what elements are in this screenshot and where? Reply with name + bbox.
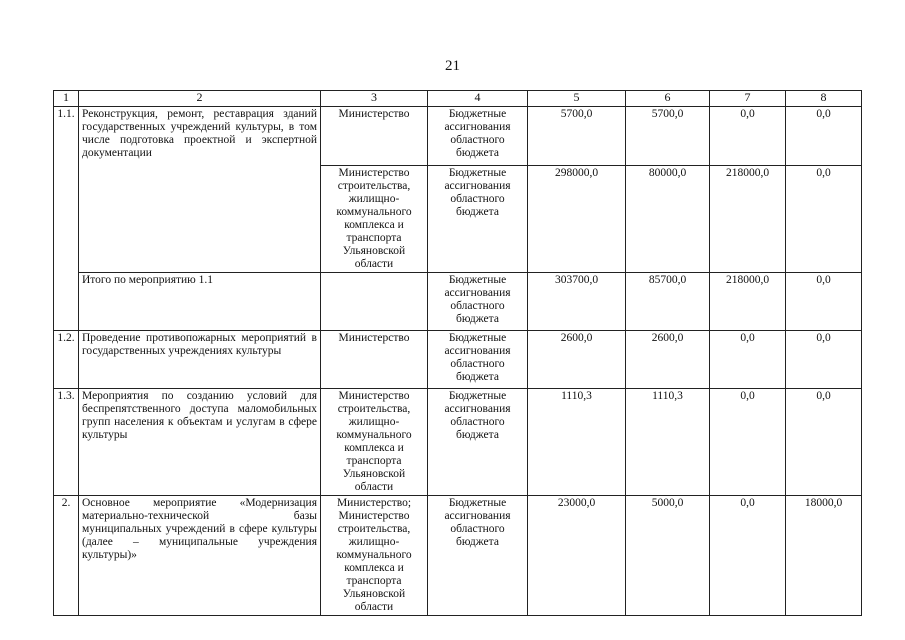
value-col6: 85700,0 — [626, 273, 710, 331]
value-col5: 2600,0 — [528, 331, 626, 389]
item-number: 1.1. — [54, 107, 79, 331]
activity-name: Мероприятия по созданию условий для беспрепятственного доступа маломобильных групп населения к объектам и услугам в сфере культуры — [79, 389, 321, 496]
value-col6: 80000,0 — [626, 166, 710, 273]
table-row — [54, 496, 862, 616]
value-col6: 5000,0 — [626, 496, 710, 616]
column-number-row — [54, 91, 862, 107]
funding-source-cell: Бюджетные ассигнования областного бюджета — [428, 166, 528, 273]
column-header: 5 — [528, 91, 626, 107]
executor-cell: Министерство строительства, жилищно-коммунального комплекса и транспорта Ульяновской области — [321, 166, 428, 273]
value-col5: 23000,0 — [528, 496, 626, 616]
value-col7: 218000,0 — [710, 166, 786, 273]
table-row — [54, 331, 862, 389]
executor-cell: Министерство — [321, 331, 428, 389]
column-header: 2 — [79, 91, 321, 107]
value-col8: 0,0 — [786, 273, 862, 331]
table-row — [54, 389, 862, 496]
value-col8: 18000,0 — [786, 496, 862, 616]
funding-source-cell: Бюджетные ассигнования областного бюджета — [428, 331, 528, 389]
executor-cell: Министерство — [321, 107, 428, 166]
value-col7: 0,0 — [710, 331, 786, 389]
activity-name: Основное мероприятие «Модернизация материально-технической базы муниципальных учреждений в сфере культуры (далее – муниципальные учреждения культуры)» — [79, 496, 321, 616]
page-number: 21 — [445, 58, 460, 74]
value-col5: 5700,0 — [528, 107, 626, 166]
column-header: 1 — [54, 91, 79, 107]
table-row-total — [54, 273, 862, 331]
executor-cell — [321, 273, 428, 331]
item-number: 1.3. — [54, 389, 79, 496]
activity-name: Итого по мероприятию 1.1 — [79, 273, 321, 331]
value-col5: 1110,3 — [528, 389, 626, 496]
value-col7: 0,0 — [710, 107, 786, 166]
funding-source-cell: Бюджетные ассигнования областного бюджета — [428, 273, 528, 331]
item-number: 2. — [54, 496, 79, 616]
value-col7: 0,0 — [710, 496, 786, 616]
column-header: 6 — [626, 91, 710, 107]
activity-name: Реконструкция, ремонт, реставрация зданий государственных учреждений культуры, в том числе подготовка проектной и экспертной документации — [79, 107, 321, 273]
value-col5: 298000,0 — [528, 166, 626, 273]
column-header: 3 — [321, 91, 428, 107]
column-header: 4 — [428, 91, 528, 107]
value-col5: 303700,0 — [528, 273, 626, 331]
value-col7: 0,0 — [710, 389, 786, 496]
value-col8: 0,0 — [786, 166, 862, 273]
executor-cell: Министерство; Министерство строительства, жилищно-коммунального комплекса и транспорта Ульяновской области — [321, 496, 428, 616]
column-header: 8 — [786, 91, 862, 107]
value-col6: 1110,3 — [626, 389, 710, 496]
value-col7: 218000,0 — [710, 273, 786, 331]
program-table — [53, 90, 862, 616]
value-col8: 0,0 — [786, 389, 862, 496]
value-col6: 5700,0 — [626, 107, 710, 166]
value-col6: 2600,0 — [626, 331, 710, 389]
value-col8: 0,0 — [786, 331, 862, 389]
value-col8: 0,0 — [786, 107, 862, 166]
executor-cell: Министерство строительства, жилищно-коммунального комплекса и транспорта Ульяновской области — [321, 389, 428, 496]
funding-source-cell: Бюджетные ассигнования областного бюджета — [428, 389, 528, 496]
table-row — [54, 107, 862, 166]
column-header: 7 — [710, 91, 786, 107]
activity-name: Проведение противопожарных мероприятий в государственных учреждениях культуры — [79, 331, 321, 389]
funding-source-cell: Бюджетные ассигнования областного бюджета — [428, 496, 528, 616]
item-number: 1.2. — [54, 331, 79, 389]
funding-source-cell: Бюджетные ассигнования областного бюджета — [428, 107, 528, 166]
